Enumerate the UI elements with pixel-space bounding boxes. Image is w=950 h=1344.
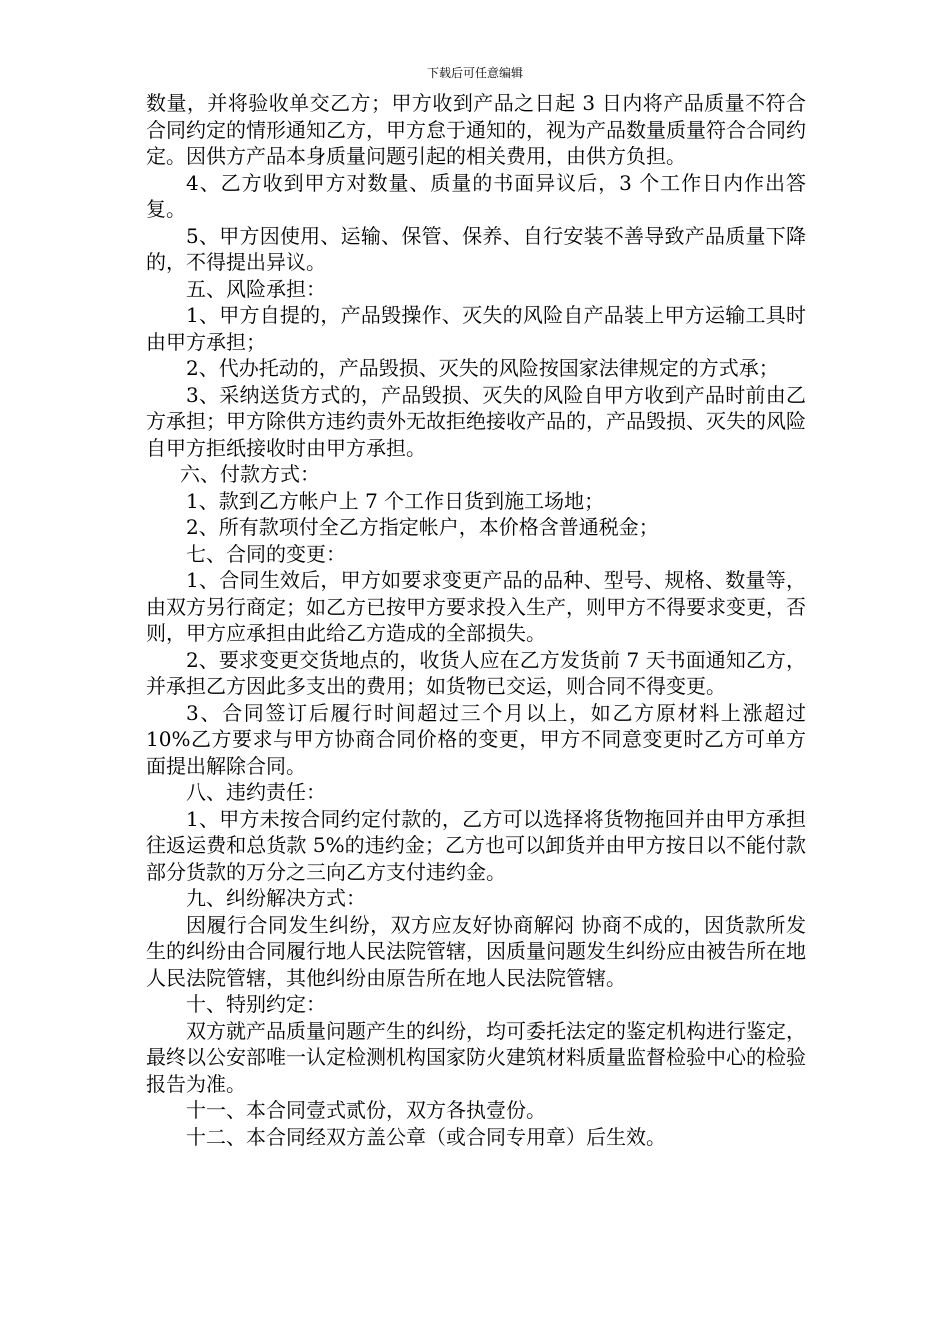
paragraph-change-price: 3、合同签订后履行时间超过三个月以上，如乙方原材料上涨超过 10%乙方要求与甲方协商合同价格的变更，甲方不同意变更时乙方可单方面提出解除合同。 — [146, 700, 806, 778]
paragraph-risk-consignment: 2、代办托动的，产品毁损、灭失的风险按国家法律规定的方式承； — [186, 356, 779, 380]
contract-body — [146, 90, 806, 1150]
paragraph-quality-inspection: 数量，并将验收单交乙方；甲方收到产品之日起 3 日内将产品质量不符合合同约定的情形通知乙方，甲方怠于通知的，视为产品数量质量符合合同约定。因供方产品本身质量问题引起的相关费用，由供方负担。 — [146, 91, 806, 168]
section-heading-payment: 六、付款方式： — [180, 462, 320, 486]
header-note: 下载后可任意编辑 — [426, 66, 523, 80]
paragraph-effective: 十二、本合同经双方盖公章（或合同专用章）后生效。 — [186, 1124, 666, 1149]
section-heading-special: 十、特别约定： — [186, 992, 326, 1016]
paragraph-change-product: 1、合同生效后，甲方如要求变更产品的品种、型号、规格、数量等，由双方另行商定；如乙方已按甲方要求投入生产，则甲方不得要求变更，否则，甲方应承担由此给乙方造成的全部损失。 — [146, 568, 806, 645]
paragraph-change-location: 2、要求变更交货地点的，收货人应在乙方发货前 7 天书面通知乙方，并承担乙方因此多支出的费用；如货物已交运，则合同不得变更。 — [146, 647, 806, 698]
paragraph-risk-self-pickup: 1、甲方自提的，产品毁操作、灭失的风险自产品装上甲方运输工具时由甲方承担； — [146, 303, 806, 354]
paragraph-dispute-resolution: 因履行合同发生纠纷，双方应友好协商解闷 协商不成的，因货款所发生的纠纷由合同履行地人民法院管辖，因质量问题发生纠纷应由被告所在地人民法院管辖，其他纠纷由原告所在地人民法院管辖。 — [146, 912, 806, 990]
section-heading-liability: 八、违约责任： — [186, 780, 326, 804]
paragraph-special-agreement: 双方就产品质量问题产生的纠纷，均可委托法定的鉴定机构进行鉴定，最终以公安部唯一认定检测机构国家防火建筑材料质量监督检验中心的检验报告为准。 — [146, 1018, 806, 1096]
paragraph-improper-use: 5、甲方因使用、运输、保管、保养、自行安装不善导致产品质量下降的，不得提出异议。 — [146, 223, 806, 274]
paragraph-objection-reply: 4、乙方收到甲方对数量、质量的书面异议后，3 个工作日内作出答复。 — [146, 170, 806, 221]
paragraph-payment-delivery: 1、款到乙方帐户上 7 个工作日货到施工场地； — [186, 488, 605, 513]
paragraph-payment-account: 2、所有款项付全乙方指定帐户，本价格含普通税金； — [186, 515, 659, 539]
paragraph-risk-delivery: 3、采纳送货方式的，产品毁损、灭失的风险自甲方收到产品时前由乙方承担；甲方除供方违约责外无故拒绝接收产品的，产品毁损、灭失的风险自甲方拒纸接收时由甲方承担。 — [146, 382, 806, 460]
section-heading-changes: 七、合同的变更： — [186, 541, 346, 566]
section-heading-risk: 五、风险承担： — [186, 276, 326, 301]
paragraph-copies: 十一、本合同壹式贰份，双方各执壹份。 — [186, 1098, 546, 1122]
paragraph-liability-payment: 1、甲方未按合同约定付款的，乙方可以选择将货物拖回并由甲方承担往返运费和总货款 5%的违约金；乙方也可以卸货并由甲方按日以不能付款部分货款的万分之三向乙方支付违约金。 — [146, 806, 806, 884]
section-heading-dispute: 九、纠纷解决方式： — [186, 886, 366, 910]
